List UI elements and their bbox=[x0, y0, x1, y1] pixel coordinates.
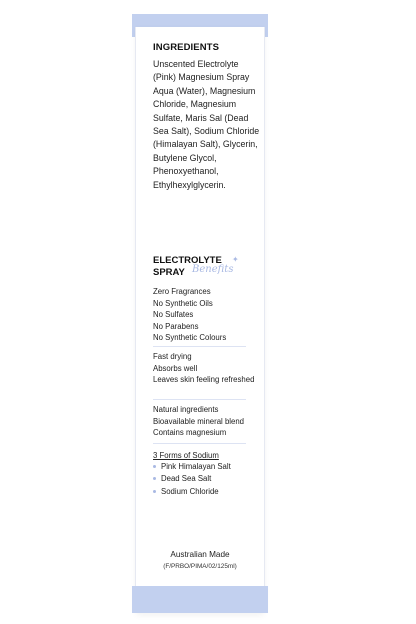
list-item: Natural ingredients bbox=[153, 405, 219, 414]
sparkle-icon: ✦ bbox=[232, 255, 239, 264]
heading-line-2: SPRAY bbox=[153, 267, 185, 278]
product-code: (F/PRBO/PIMA/02/125ml) bbox=[163, 563, 237, 570]
list-item: Pink Himalayan Salt bbox=[153, 461, 263, 473]
made-in-label: Australian Made bbox=[170, 550, 230, 559]
ingredients-list-text: Unscented Electrolyte (Pink) Magnesium Spray Aqua (Water), Magnesium Chloride, Magnesium Sulfate, Maris Sal (Dead Sea Salt), Sodium Chloride (Himalayan Salt), Glycerin, Butylene Glycol, Phenoxyethanol, Ethylhexylglycerin. bbox=[153, 59, 260, 190]
list-item: Bioavailable mineral blend bbox=[153, 416, 245, 426]
list-item: Absorbs well bbox=[153, 363, 198, 373]
feel-list bbox=[153, 351, 263, 386]
list-item: No Parabens bbox=[153, 321, 199, 331]
list-item: No Synthetic Colours bbox=[153, 333, 227, 343]
list-item: Fast drying bbox=[153, 352, 192, 361]
ingredients-heading: INGREDIENTS bbox=[153, 42, 220, 53]
divider bbox=[153, 346, 246, 347]
natural-list bbox=[153, 404, 263, 439]
heading-line-1: ELECTROLYTE bbox=[153, 255, 222, 266]
bullet-dot-icon bbox=[153, 477, 156, 480]
bullet-dot-icon bbox=[153, 465, 156, 468]
list-item: Contains magnesium bbox=[153, 428, 227, 438]
sodium-forms-list bbox=[153, 461, 263, 498]
list-item: Dead Sea Salt bbox=[153, 473, 263, 485]
sodium-forms-heading: 3 Forms of Sodium bbox=[153, 451, 219, 460]
list-item: No Synthetic Oils bbox=[153, 298, 213, 308]
benefits-script-word: Benefits bbox=[192, 264, 234, 275]
list-item: Zero Fragrances bbox=[153, 287, 211, 296]
divider bbox=[153, 399, 246, 400]
divider bbox=[153, 443, 246, 444]
box-bottom-band bbox=[132, 586, 268, 613]
free-from-list bbox=[153, 286, 263, 344]
bullet-dot-icon bbox=[153, 490, 156, 493]
list-item: Sodium Chloride bbox=[153, 486, 263, 498]
list-item: Leaves skin feeling refreshed bbox=[153, 375, 255, 385]
list-item: No Sulfates bbox=[153, 310, 194, 320]
